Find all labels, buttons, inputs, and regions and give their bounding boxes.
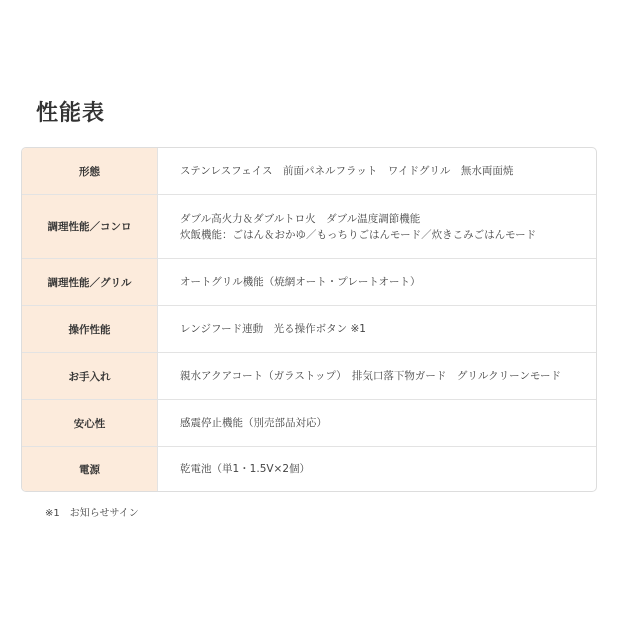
spec-value-line: 乾電池（単1・1.5V×2個） <box>180 463 311 475</box>
spec-value-line: 感震停止機能（別売部品対応） <box>180 417 327 429</box>
spec-value <box>158 306 596 352</box>
spec-value <box>158 148 596 194</box>
spec-label: 操作性能 <box>22 306 158 352</box>
spec-row-cooking-stove <box>22 195 596 259</box>
spec-value <box>158 353 596 399</box>
spec-value-line: オートグリル機能（焼網オート・プレートオート） <box>180 276 421 288</box>
spec-value-line: ダブル高火力＆ダブルトロ火 ダブル温度調節機能 <box>180 212 421 225</box>
spec-label: 調理性能／グリル <box>22 259 158 305</box>
spec-value-line: 親水アクアコート（ガラストップ） 排気口落下物ガード グリルクリーンモード <box>180 370 562 382</box>
spec-row-operation <box>22 306 596 353</box>
spec-label: 調理性能／コンロ <box>22 195 158 258</box>
spec-value <box>158 400 596 446</box>
page-title: 性能表 <box>36 101 106 126</box>
spec-value-line: レンジフード連動 光る操作ボタン ※1 <box>180 323 366 335</box>
spec-value <box>158 195 596 258</box>
footnote: ※1 お知らせサイン <box>45 508 139 519</box>
spec-row-power <box>22 447 596 491</box>
spec-row-cooking-grill <box>22 259 596 306</box>
spec-value-line: 炊飯機能：ごはん＆おかゆ／もっちりごはんモード／炊きこみごはんモード <box>180 228 537 241</box>
spec-table <box>21 147 597 492</box>
spec-label: 安心性 <box>22 400 158 446</box>
spec-value-line: ステンレスフェイス 前面パネルフラット ワイドグリル 無水両面焼 <box>180 165 514 177</box>
spec-row-form <box>22 148 596 195</box>
spec-label: 形態 <box>22 148 158 194</box>
spec-row-care <box>22 353 596 400</box>
spec-value <box>158 447 596 491</box>
spec-label: お手入れ <box>22 353 158 399</box>
spec-value <box>158 259 596 305</box>
spec-label: 電源 <box>22 447 158 491</box>
spec-row-safety <box>22 400 596 447</box>
